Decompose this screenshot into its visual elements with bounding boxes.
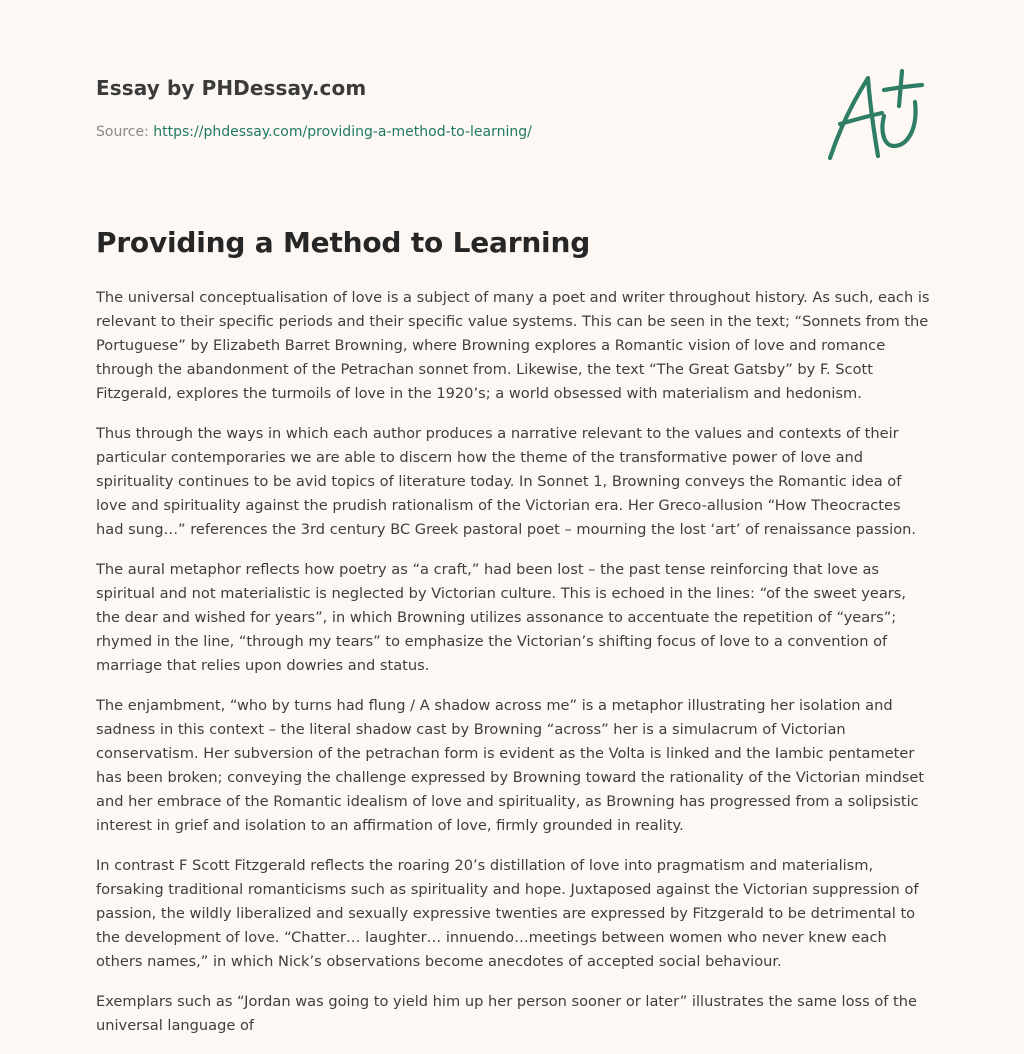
article-title: Providing a Method to Learning	[96, 226, 591, 259]
paragraph: Thus through the ways in which each author produces a narrative relevant to the values and contexts of their particular contemporaries we are able to discern how the theme of the transformative power of love and spirituality continues to be avid topics of literature today. In Sonnet 1, Browning conveys the Romantic idea of love and spirituality against the prudish rationalism of the Victorian era. Her Greco-allusion “How Theocractes had sung…” references the 3rd century BC Greek pastoral poet – mourning the lost ‘art’ of renaissance passion.	[96, 425, 917, 538]
article-body	[96, 286, 932, 1054]
paragraph: The universal conceptualisation of love is a subject of many a poet and writer throughout history. As such, each is relevant to their specific periods and their specific value systems. This can be seen in the text; “Sonnets from the Portuguese” by Elizabeth Barret Browning, where Browning explores a Romantic vision of love and romance through the abandonment of the Petrachan sonnet from. Likewise, the text “The Great Gatsby” by F. Scott Fitzgerald, explores the turmoils of love in the 1920’s; a world obsessed with materialism and hedonism.	[96, 289, 930, 402]
a-plus-logo-icon	[818, 66, 928, 166]
source-label: Source:	[96, 124, 154, 140]
paragraph: In contrast F Scott Fitzgerald reflects the roaring 20’s distillation of love into pragmatism and materialism, forsaking traditional romanticisms such as spirituality and hope. Juxtaposed against the Victorian suppression of passion, the wildly liberalized and sexually expressive twenties are expressed by Fitzgerald to be detrimental to the development of love. “Chatter… laughter… innuendo…meetings between women who never knew each others names,” in which Nick’s observations become anecdotes of accepted social behaviour.	[96, 857, 919, 970]
source-line	[96, 124, 532, 140]
source-link[interactable]: https://phdessay.com/providing-a-method-to-learning/	[153, 124, 532, 140]
paragraph: Exemplars such as “Jordan was going to yield him up her person sooner or later” illustrates the same loss of the universal language of	[96, 993, 917, 1034]
site-brand: Essay by PHDessay.com	[96, 76, 367, 100]
paragraph: The enjambment, “who by turns had flung / A shadow across me” is a metaphor illustrating her isolation and sadness in this context – the literal shadow cast by Browning “across” her is a simulacrum of Victorian conservatism. Her subversion of the petrachan form is evident as the Volta is linked and the Iambic pentameter has been broken; conveying the challenge expressed by Browning toward the rationality of the Victorian mindset and her embrace of the Romantic idealism of love and spirituality, as Browning has progressed from a solipsistic interest in grief and isolation to an affirmation of love, firmly grounded in reality.	[96, 697, 925, 834]
paragraph: The aural metaphor reflects how poetry as “a craft,” had been lost – the past tense reinforcing that love as spiritual and not materialistic is neglected by Victorian culture. This is echoed in the lines: “of the sweet years, the dear and wished for years”, in which Browning utilizes assonance to accentuate the repetition of “years”; rhymed in the line, “through my tears” to emphasize the Victorian’s shifting focus of love to a convention of marriage that relies upon dowries and status.	[96, 561, 907, 674]
